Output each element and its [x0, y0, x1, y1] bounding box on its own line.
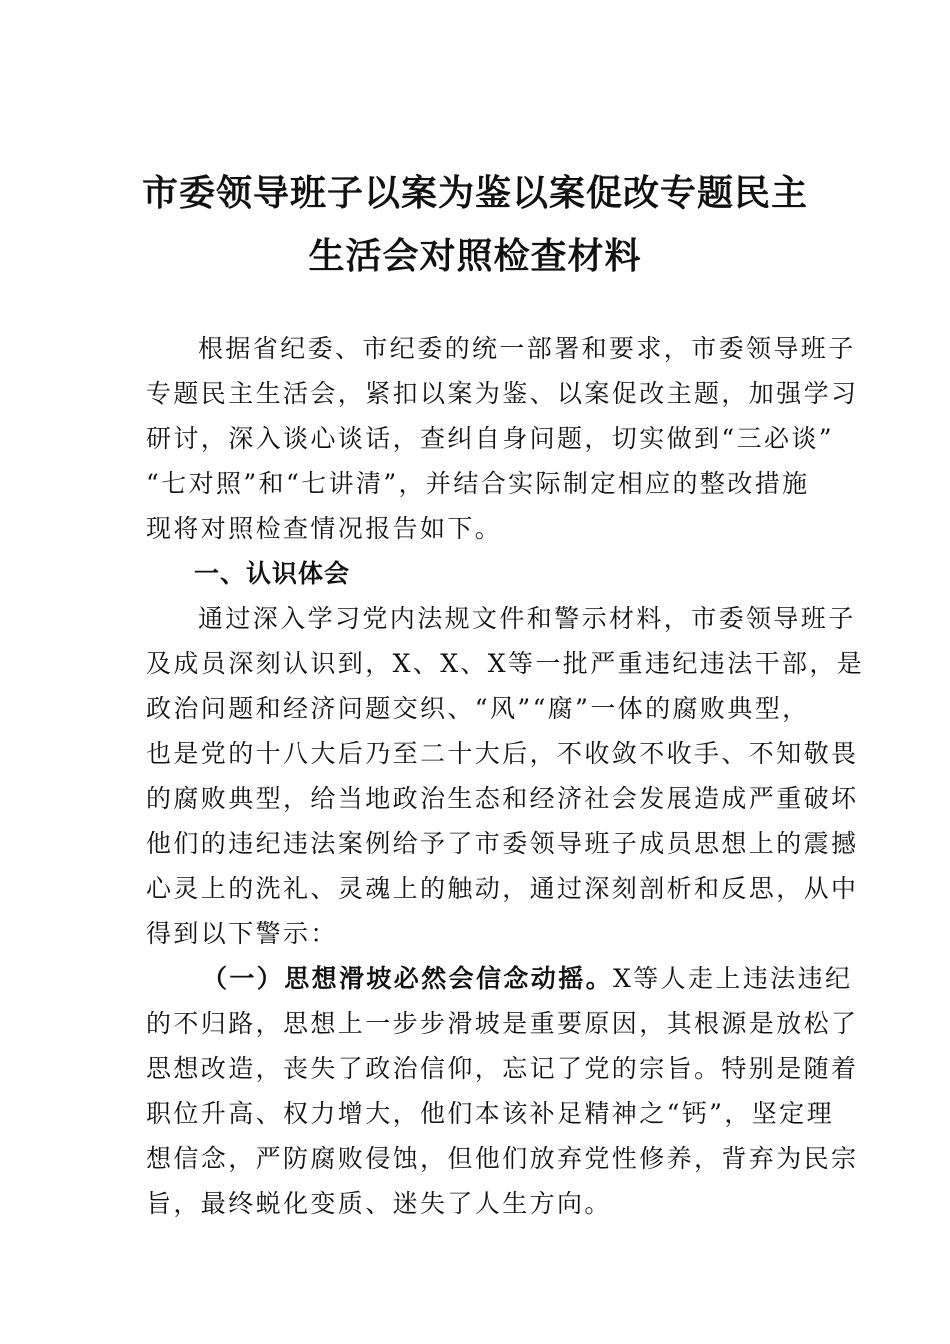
paragraph-line: 旨，最终蜕化变质、迷失了人生方向。: [146, 1189, 612, 1218]
subsection-heading: （一）思想滑坡必然会信念动摇。: [202, 964, 614, 993]
paragraph-line: 他们的违纪违法案例给予了市委领导班子成员思想上的震撼: [146, 829, 859, 858]
paragraph-understanding: [146, 596, 865, 956]
paragraph-line: 得到以下警示：: [146, 919, 338, 948]
document-body: [146, 326, 865, 1226]
paragraph-line: 的腐败典型，给当地政治生态和经济社会发展造成严重破坏: [146, 784, 859, 813]
paragraph-line: “七对照”和“七讲清”，并结合实际制定相应的整改措施: [146, 469, 810, 498]
document-title-line-1: 市委领导班子以案为鉴以案促改专题民主: [141, 172, 808, 214]
paragraph-line: 想信念，严防腐败侵蚀，但他们放弃党性修养，背弃为民宗: [146, 1144, 859, 1173]
paragraph-intro: [146, 326, 859, 551]
paragraph-line: 通过深入学习党内法规文件和警示材料，市委领导班子: [198, 604, 856, 633]
paragraph-line: 职位升高、权力增大，他们本该补足精神之“钙”，坚定理: [146, 1099, 834, 1128]
paragraph-line: 专题民主生活会，紧扣以案为鉴、以案促改主题，加强学习: [146, 379, 859, 408]
paragraph-line: 也是党的十八大后乃至二十大后，不收敛不收手、不知敬畏: [146, 739, 859, 768]
paragraph-line: 根据省纪委、市纪委的统一部署和要求，市委领导班子: [198, 334, 856, 363]
paragraph-line: 政治问题和经济问题交织、“风”“腐”一体的腐败典型，: [146, 694, 810, 723]
paragraph-line: 思想改造，丧失了政治信仰，忘记了党的宗旨。特别是随着: [146, 1054, 859, 1083]
document-title-line-2: 生活会对照检查材料: [308, 235, 642, 277]
section-heading: 一、认识体会: [194, 559, 351, 588]
paragraph-text: X等人走上违法违纪: [613, 964, 853, 993]
paragraph-warning-1: [146, 956, 859, 1226]
paragraph-line: [146, 956, 853, 1001]
paragraph-line: 的不归路，思想上一步步滑坡是重要原因，其根源是放松了: [146, 1009, 859, 1038]
paragraph-line: 研讨，深入谈心谈话，查纠自身问题，切实做到“三必谈”: [146, 424, 834, 453]
paragraph-line: 现将对照检查情况报告如下。: [146, 514, 503, 543]
paragraph-line: 及成员深刻认识到，X、X、X等一批严重违纪违法干部，是: [146, 649, 865, 678]
paragraph-line: 心灵上的洗礼、灵魂上的触动，通过深刻剖析和反思，从中: [146, 874, 859, 903]
